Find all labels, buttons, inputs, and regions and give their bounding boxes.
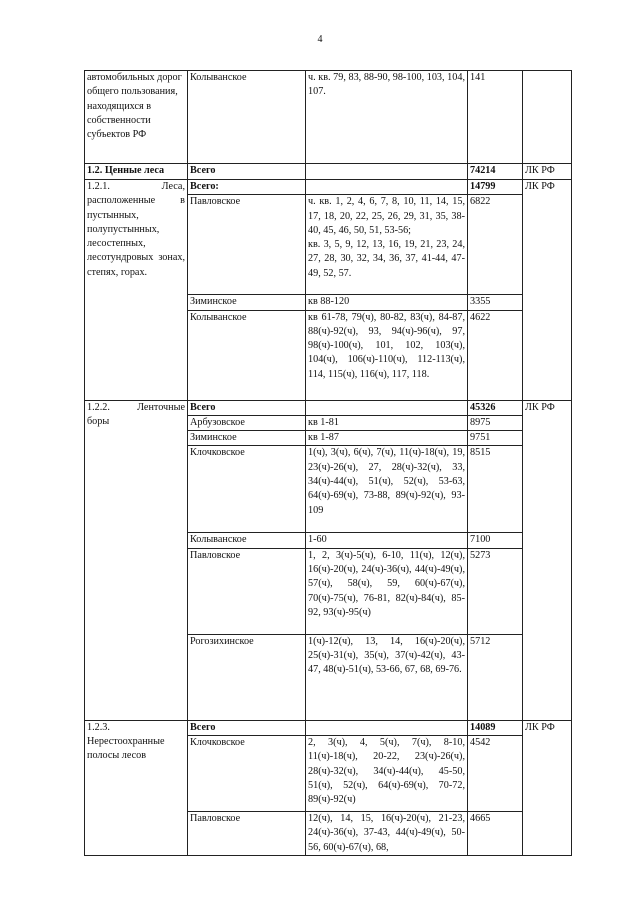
quarters-cell: 12(ч), 14, 15, 16(ч)-20(ч), 21-23, 24(ч)-36(ч), 37-43, 44(ч)-49(ч), 50-56, 60(ч)-67(ч), 68,: [306, 812, 468, 856]
forestry-cell: Всего:: [188, 180, 306, 195]
area-cell: 74214: [468, 164, 523, 180]
table-row: [85, 180, 572, 195]
forestry-cell: Колыванское: [188, 71, 306, 164]
quarters-cell: кв 1-81: [306, 415, 468, 430]
quarters-partial: ч. кв. 1, 2, 4, 6, 7, 8, 10, 11, 14, 15, 17, 18, 20, 22, 25, 26, 29, 31, 35, 38-40, 45, 46, 50, 51, 53-56;: [308, 196, 465, 236]
area-cell: 7100: [468, 533, 523, 548]
quarters-cell: кв 1-87: [306, 431, 468, 446]
forest-category-table: [84, 70, 572, 856]
area-cell: 4542: [468, 736, 523, 812]
category-number: 1.2.3.: [87, 721, 110, 733]
forestry-cell: Павловское: [188, 195, 306, 295]
category-cell: [85, 720, 188, 855]
forestry-cell: Зиминское: [188, 295, 306, 310]
quarters-cell: [306, 180, 468, 195]
area-cell: 4622: [468, 310, 523, 400]
area-cell: 14089: [468, 720, 523, 735]
quarters-cell: [306, 164, 468, 180]
forestry-cell: Рогозихинское: [188, 634, 306, 720]
quarters-cell: 1, 2, 3(ч)-5(ч), 6-10, 11(ч), 12(ч), 16(ч)-20(ч), 24(ч)-36(ч), 44(ч)-49(ч), 57(ч), 58(ч), 59, 60(ч)-67(ч), 70(ч)-75(ч), 76-81, 82(ч)-84(ч), 85-92, 93(ч)-95(ч): [306, 548, 468, 634]
quarters-cell: кв 61-78, 79(ч), 80-82, 83(ч), 84-87, 88(ч)-92(ч), 93, 94(ч)-96(ч), 97, 98(ч)-100(ч), 101, 102, 103(ч), 104(ч), 106(ч)-110(ч), 112-113(ч), 114, 115(ч), 116(ч), 117, 118.: [306, 310, 468, 400]
basis-cell: [523, 71, 572, 164]
area-cell: 14799: [468, 180, 523, 195]
quarters-cell: 2, 3(ч), 4, 5(ч), 7(ч), 8-10, 11(ч)-18(ч), 20-22, 23(ч)-26(ч), 28(ч)-32(ч), 34(ч)-44(ч), 45-50, 51(ч), 52(ч), 64(ч)-69(ч), 70-72, 89(ч)-92(ч): [306, 736, 468, 812]
basis-cell: ЛК РФ: [523, 400, 572, 720]
table-row: [85, 400, 572, 415]
forestry-cell: Клочковское: [188, 446, 306, 533]
quarters-cell: [306, 195, 468, 295]
forestry-cell: Зиминское: [188, 431, 306, 446]
area-cell: 4665: [468, 812, 523, 856]
area-cell: 45326: [468, 400, 523, 415]
area-cell: 5273: [468, 548, 523, 634]
forestry-cell: Колыванское: [188, 533, 306, 548]
quarters-cell: кв 88-120: [306, 295, 468, 310]
quarters-cell: 1(ч), 3(ч), 6(ч), 7(ч), 11(ч)-18(ч), 19, 23(ч)-26(ч), 27, 28(ч)-32(ч), 33, 34(ч)-44(ч), 51(ч), 52(ч), 53-63, 64(ч)-69(ч), 73-88, 89(ч)-92(ч), 93-109: [306, 446, 468, 533]
forestry-cell: Клочковское: [188, 736, 306, 812]
area-cell: 5712: [468, 634, 523, 720]
quarters-cell: 1-60: [306, 533, 468, 548]
forestry-cell: Всего: [188, 720, 306, 735]
forestry-cell: Павловское: [188, 548, 306, 634]
category-cell: 1.2. Ценные леса: [85, 164, 188, 180]
forestry-cell: Всего: [188, 164, 306, 180]
basis-cell: ЛК РФ: [523, 164, 572, 180]
forestry-cell: Всего: [188, 400, 306, 415]
forestry-cell: Колыванское: [188, 310, 306, 400]
table-row: [85, 164, 572, 180]
quarters-cell: 1(ч)-12(ч), 13, 14, 16(ч)-20(ч), 25(ч)-31(ч), 35(ч), 37(ч)-42(ч), 43-47, 48(ч)-51(ч), 53-66, 67, 68, 69-76.: [306, 634, 468, 720]
category-cell: 1.2.1. Леса, расположенные в пустынных, полупустынных, лесостепных, лесотундровых зонах, степях, горах.: [85, 180, 188, 401]
page-number: 4: [317, 34, 323, 45]
table-row: [85, 71, 572, 164]
area-cell: 3355: [468, 295, 523, 310]
area-cell: 9751: [468, 431, 523, 446]
category-cell: 1.2.2. Ленточные боры: [85, 400, 188, 720]
basis-cell: ЛК РФ: [523, 180, 572, 401]
area-cell: 8975: [468, 415, 523, 430]
basis-cell: ЛК РФ: [523, 720, 572, 855]
quarters-cell: [306, 400, 468, 415]
quarters-cell: [306, 720, 468, 735]
forestry-cell: Арбузовское: [188, 415, 306, 430]
area-cell: 6822: [468, 195, 523, 295]
area-cell: 141: [468, 71, 523, 164]
area-cell: 8515: [468, 446, 523, 533]
category-name: Нерестоохранные полосы лесов: [87, 736, 165, 762]
table-row: [85, 720, 572, 735]
category-cell: автомобильных дорог общего пользования, находящихся в собственности субъектов РФ: [85, 71, 188, 164]
quarters-full: кв. 3, 5, 9, 12, 13, 16, 19, 21, 23, 24, 27, 28, 30, 32, 34, 36, 37, 41-44, 47-49, 52, 57.: [308, 239, 465, 279]
forestry-cell: Павловское: [188, 812, 306, 856]
quarters-cell: ч. кв. 79, 83, 88-90, 98-100, 103, 104, 107.: [306, 71, 468, 164]
